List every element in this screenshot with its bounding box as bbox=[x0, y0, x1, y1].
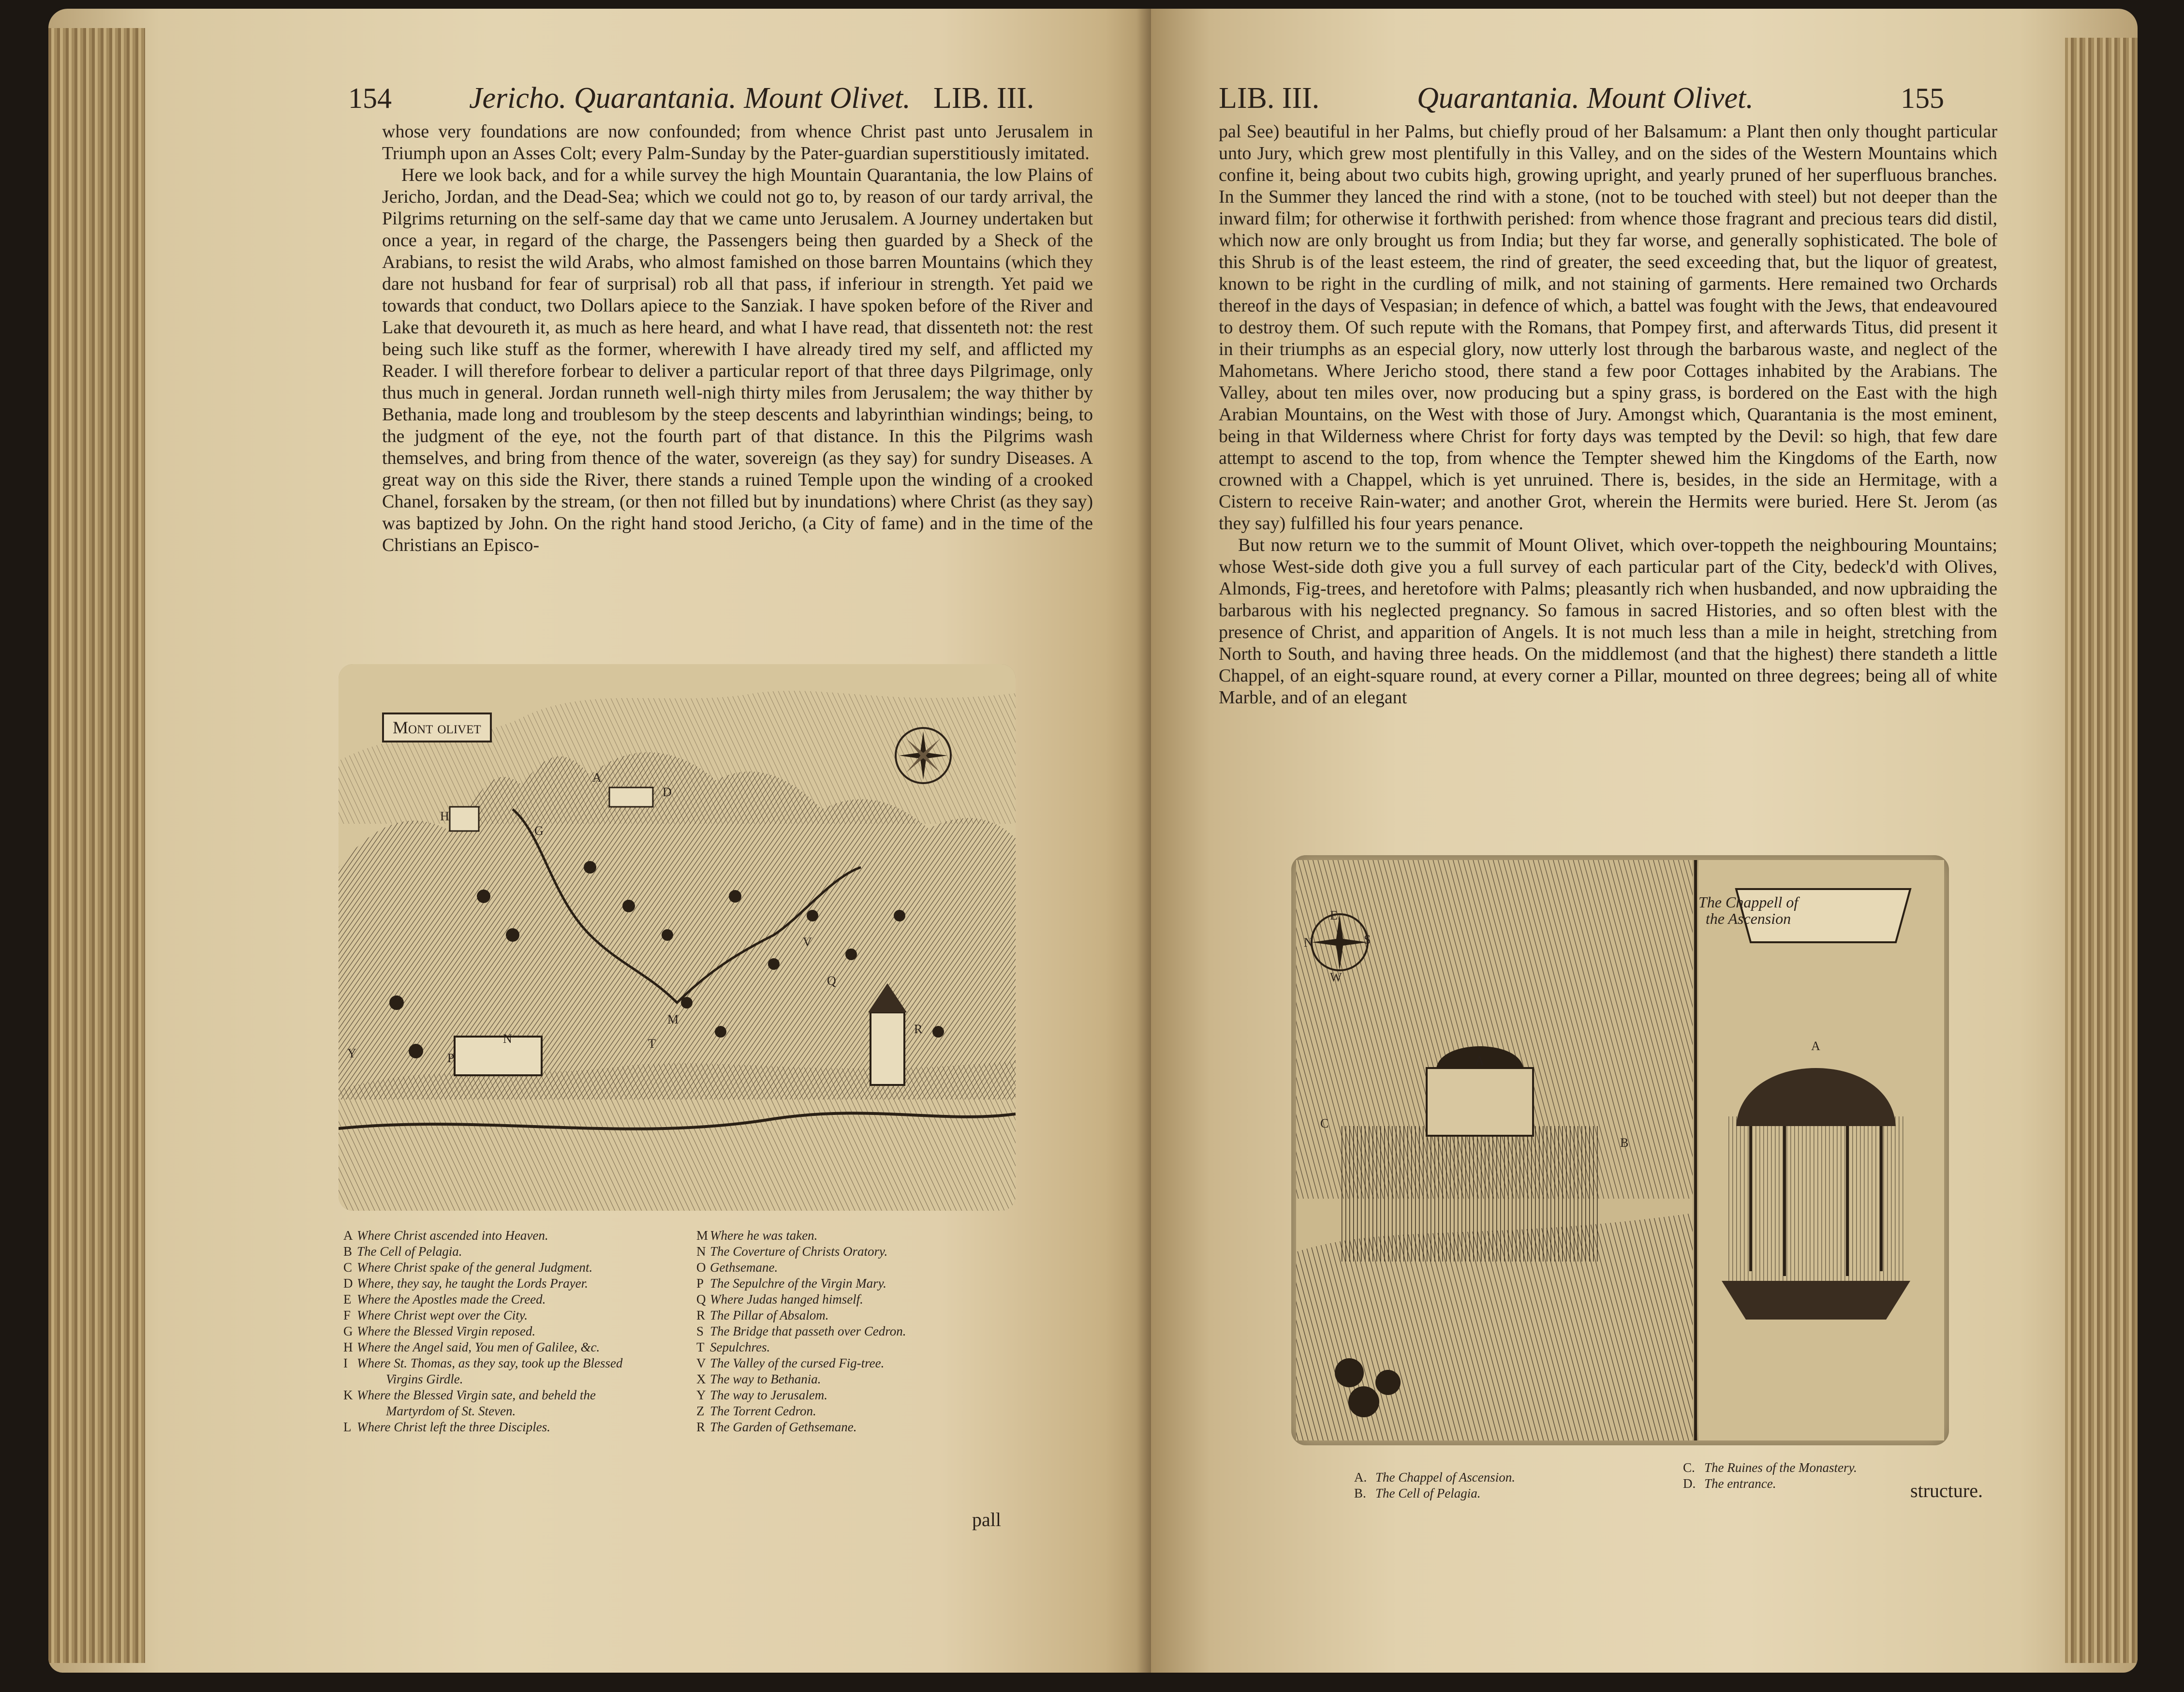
plate-letter-a-chapel: A bbox=[1811, 1039, 1820, 1053]
legend-row: X The way to Bethania. bbox=[696, 1372, 821, 1386]
legend-row: B. The Cell of Pelagia. bbox=[1354, 1486, 1481, 1500]
left-page-number: 154 bbox=[348, 82, 392, 114]
plate-letter-r: R bbox=[914, 1022, 923, 1036]
compass-letter-n: N bbox=[1304, 935, 1313, 950]
right-page-number: 155 bbox=[1901, 82, 1944, 114]
legend-row: C. The Ruines of the Monastery. bbox=[1683, 1460, 1857, 1475]
compass-letter-w: W bbox=[1330, 970, 1342, 984]
ascension-plates bbox=[1291, 855, 1949, 1445]
legend-row: V The Valley of the cursed Fig-tree. bbox=[696, 1356, 885, 1370]
plate-letter-d: D bbox=[663, 785, 672, 799]
left-legend-col-2 bbox=[696, 1228, 996, 1435]
plate-letter-v: V bbox=[803, 935, 812, 949]
legend-row: D. The entrance. bbox=[1683, 1476, 1776, 1491]
legend-row: R The Garden of Gethsemane. bbox=[696, 1420, 857, 1434]
legend-row: L Where Christ left the three Disciples. bbox=[343, 1420, 550, 1434]
plate-letter-y: Y bbox=[347, 1046, 356, 1060]
ascension-plate-title: The Chappell of the Ascension bbox=[1698, 893, 1799, 927]
legend-row: K Where the Blessed Virgin sate, and beheld the bbox=[343, 1388, 596, 1402]
legend-row: Virgins Girdle. bbox=[386, 1372, 463, 1386]
legend-row: G Where the Blessed Virgin reposed. bbox=[343, 1324, 536, 1338]
compass-letter-e: E bbox=[1330, 908, 1338, 922]
plate-title-cartouche: Mont olivet bbox=[382, 712, 492, 742]
open-book bbox=[19, 9, 2167, 1682]
legend-row: A. The Chappel of Ascension. bbox=[1354, 1470, 1515, 1484]
right-running-head: Quarantania. Mount Olivet. bbox=[1417, 82, 1754, 115]
legend-row: Z The Torrent Cedron. bbox=[696, 1404, 816, 1418]
plate-letter-m: M bbox=[667, 1012, 679, 1026]
legend-row: A Where Christ ascended into Heaven. bbox=[343, 1228, 548, 1243]
left-running-head: Jericho. Quarantania. Mount Olivet. bbox=[469, 82, 911, 115]
left-page bbox=[48, 9, 1161, 1673]
legend-row: N The Coverture of Christs Oratory. bbox=[696, 1244, 888, 1259]
plate-letter-h: H bbox=[440, 809, 449, 823]
plate-letter-a: A bbox=[1475, 1054, 1484, 1068]
compass-rose-icon bbox=[895, 727, 952, 784]
left-paragraph-2: Here we look back, and for a while survey the high Mountain Quarantania, the low Plains of Jericho, Jordan, and the Dead-Sea; which we could not go to, by reason of our tardy arrival, the Pilgrims returning on the self-same day that we came unto Jerusalem. A Journey undertaken but once a year, in regard of the charge, the Passengers being then guarded by a Sheck of the Arabians, to resist the wild Arabs, who almost famished on those barren Mountains (which they dare not husband for fear of surprisal) rob all that pass, if inferiour in strength. Yet paid we towards that conduct, two Dollars apiece to the Sanziak. I have spoken before of the River and Lake that devoureth it, as much as here heard, and what I have read, that dissenteth not: the rest being such like stuff as the former, wherewith I have already tired my self, and afflicted my Reader. I will therefore forbear to deliver a particular report of that three days Pilgrimage, only thus much in general. Jordan runneth well-nigh thirty miles from Jerusalem; the way thither by Bethania, made long and troublesom by the steep descents and labyrinthian windings; being, to the judgment of the eye, not the fourth part of that distance. In this the Pilgrims wash themselves, and bring from thence of the water, sovereign (as they say) for sundry Diseases. A great way on this side the River, there stands a ruined Temple upon the winding of a crooked Chanel, forsaken by the stream, (or then not filled but by inundations) where Christ (as they say) was baptized by John. On the right hand stood Jericho, (a City of fame) and in the time of the Christians an Episco- bbox=[382, 165, 1093, 555]
right-book-label: LIB. III. bbox=[1219, 82, 1320, 115]
left-legend-col-1 bbox=[343, 1228, 721, 1435]
right-catchword: structure. bbox=[1910, 1480, 1983, 1501]
mount-olivet-engraving bbox=[339, 664, 1016, 1211]
left-catchword: pall bbox=[972, 1509, 1001, 1530]
legend-row: O Gethsemane. bbox=[696, 1260, 778, 1275]
left-paragraph-1: whose very foundations are now confounded; from whence Christ past unto Jerusalem in Triumph upon an Asses Colt; every Palm-Sunday by the Pater-guardian superstitiously imitated. bbox=[382, 121, 1093, 163]
legend-row: P The Sepulchre of the Virgin Mary. bbox=[696, 1276, 886, 1291]
legend-row: T Sepulchres. bbox=[696, 1340, 770, 1354]
legend-row: H Where the Angel said, You men of Galilee, &c. bbox=[343, 1340, 600, 1354]
right-legend-col-1 bbox=[1354, 1469, 1644, 1501]
legend-row: S The Bridge that passeth over Cedron. bbox=[696, 1324, 906, 1338]
plate-letter-b: B bbox=[1620, 1136, 1629, 1150]
plate-letter-t: T bbox=[648, 1037, 656, 1051]
legend-row: I Where St. Thomas, as they say, took up the Blessed bbox=[343, 1356, 623, 1370]
compass-letter-s: S bbox=[1364, 933, 1371, 947]
plate-letter-n: N bbox=[503, 1032, 512, 1046]
legend-row: E Where the Apostles made the Creed. bbox=[343, 1292, 546, 1306]
legend-row: B The Cell of Pelagia. bbox=[343, 1244, 462, 1259]
legend-row: F Where Christ wept over the City. bbox=[343, 1308, 528, 1322]
legend-row: Y The way to Jerusalem. bbox=[696, 1388, 827, 1402]
legend-row: D Where, they say, he taught the Lords Prayer. bbox=[343, 1276, 588, 1291]
legend-row: R The Pillar of Absalom. bbox=[696, 1308, 829, 1322]
right-paragraph-2: But now return we to the summit of Mount Olivet, which over-toppeth the neighbouring Mountains; whose West-side doth give you a full survey of each particular part of the City, bedeck'd with Olives, Almonds, Fig-trees, and heretofore with Palms; pleasantly rich when husbanded, and now upbraiding the barbarous with his neglected pregnancy. So famous in sacred Histories, and so often blest with the presence of Christ, and apparition of Angels. It is not much less than a mile in height, stretching from North to South, and having three heads. On the middlemost (and that the highest) there standeth a little Chappel, of an eight-square round, at every corner a Pillar, mounted on three degrees; being all of white Marble, and of an elegant bbox=[1219, 535, 1997, 708]
left-page-edges bbox=[48, 28, 145, 1663]
right-page bbox=[1151, 9, 2138, 1673]
plate-letter-a: A bbox=[592, 771, 602, 785]
legend-row: Q Where Judas hanged himself. bbox=[696, 1292, 863, 1306]
left-body-text bbox=[382, 121, 1093, 648]
right-body-text bbox=[1219, 121, 1997, 846]
plate-letter-g: G bbox=[534, 824, 544, 838]
left-book-label: LIB. III. bbox=[933, 82, 1034, 115]
right-paragraph-1: pal See) beautiful in her Palms, but chiefly proud of her Balsamum: a Plant then only thought particular unto Jury, which grew most plentifully in this Valley, and on the sides of the Western Mountains which confine it, being about two cubits high, growing upright, and yearly pruned of her superfluous branches. In the Summer they lanced the rind with a stone, (not to be touched with steel) but not deeper than the inward film; for otherwise it forthwith perished: from whence those fragrant and precious tears did distil, which now are only brought us from India; but they far worse, and generally sophisticated. The bole of this Shrub is of the least esteem, the rind of greater, the seed exceeding that, but the liquor of greatest, known to be right in the curdling of milk, and not staining of garments. Here remained two Orchards thereof in the days of Vespasian; in defence of which, a battel was fought with the Jews, that endeavoured to destroy them. Of such repute with the Romans, that Pompey first, and afterwards Titus, did present it in their triumphs as an especial glory, now utterly lost through the barbarous waste, and neglect of the Mahometans. Where Jericho stood, there stand a few poor Cottages inhabited by the Arabians. The Valley, about ten miles over, now producing but a spiny grass, is bordered on the East with the high Arabian Mountains, on the West with those of Jury. Amongst which, Quarantania is the most eminent, being in that Wilderness where Christ for forty days was tempted by the Devil: so high, that few dare attempt to ascend to the top, from whence the Tempter shewed him the Kingdoms of the Earth, now crowned with a Chappel, which is yet unruined. There is, besides, in the side an Hermitage, with a Cistern to receive Rain-water; and another Grot, wherein the Hermits were buried. Here St. Jerom (as they say) fulfilled his four years penance. bbox=[1219, 121, 1997, 534]
legend-row: Martyrdom of St. Steven. bbox=[386, 1404, 516, 1418]
plate-letter-q: Q bbox=[827, 974, 836, 988]
plate-letter-c: C bbox=[1320, 1116, 1329, 1130]
plate-letter-p: P bbox=[447, 1051, 455, 1065]
legend-row: M Where he was taken. bbox=[696, 1228, 818, 1243]
ascension-engraving bbox=[1291, 855, 1949, 1445]
legend-row: C Where Christ spake of the general Judgment. bbox=[343, 1260, 593, 1275]
right-page-edges bbox=[2065, 38, 2138, 1663]
